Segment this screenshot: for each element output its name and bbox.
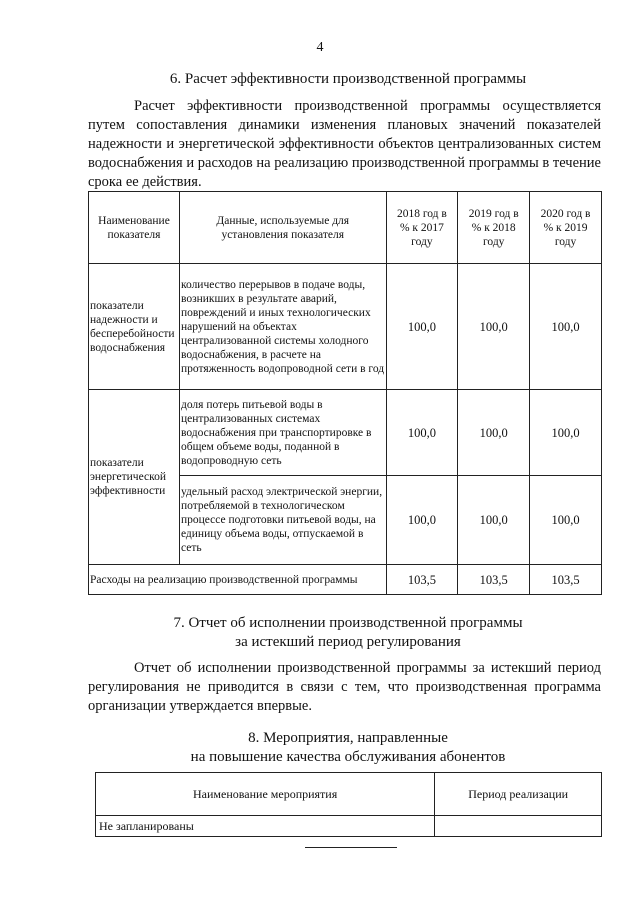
header-2020: 2020 год в % к 2019 году	[530, 192, 602, 264]
table-row	[96, 816, 602, 837]
energy1-2020: 100,0	[530, 390, 602, 476]
reliability-label: показатели надежности и бесперебойности водоснабжения	[89, 264, 180, 390]
energy2-2018: 100,0	[386, 476, 458, 565]
table-row	[89, 390, 602, 476]
reliability-2019: 100,0	[458, 264, 530, 390]
reliability-data: количество перерывов в подаче воды, возникших в результате аварий, повреждений и иных технологических нарушений на объектах централизованной системы холодного водоснабжения, в расчете на протяженность водопроводной сети в год	[179, 264, 386, 390]
reliability-2020: 100,0	[530, 264, 602, 390]
expenses-label: Расходы на реализацию производственной программы	[89, 565, 387, 595]
table-header-row	[89, 192, 602, 264]
expenses-2019: 103,5	[458, 565, 530, 595]
section8-title-line2: на повышение качества обслуживания абонентов	[190, 749, 506, 765]
expenses-2020: 103,5	[530, 565, 602, 595]
efficiency-table	[88, 191, 602, 595]
energy1-2018: 100,0	[386, 390, 458, 476]
section7-paragraph: Отчет об исполнении производственной программы за истекший период регулирования не приводится в связи с тем, что производственная программа организации утверждается впервые.	[88, 660, 601, 714]
energy1-2019: 100,0	[458, 390, 530, 476]
energy-data-1: доля потерь питьевой воды в централизованных системах водоснабжения при транспортировке в общем объеме воды, поданной в водопроводную сеть	[179, 390, 386, 476]
energy-data-2: удельный расход электрической энергии, потребляемой в технологическом процессе подготовки питьевой воды, на единицу объема воды, отпускаемой в сеть	[179, 476, 386, 565]
header-data-used: Данные, используемые для установления показателя	[179, 192, 386, 264]
section7-title-line2: за истекший период регулирования	[235, 634, 461, 650]
header-period: Период реализации	[435, 773, 602, 816]
measures-table	[95, 772, 602, 837]
measure-cell: Не запланированы	[96, 816, 435, 837]
section7-title-line1: 7. Отчет об исполнении производственной программы	[173, 615, 523, 631]
section8-title-line1: 8. Мероприятия, направленные	[248, 730, 448, 746]
section6-title: 6. Расчет эффективности производственной программы	[169, 71, 527, 87]
reliability-2018: 100,0	[386, 264, 458, 390]
table-row	[89, 565, 602, 595]
header-indicator: Наименование показателя	[89, 192, 180, 264]
energy2-2019: 100,0	[458, 476, 530, 565]
footer-divider	[305, 847, 397, 848]
header-2018: 2018 год в % к 2017 году	[386, 192, 458, 264]
header-2019: 2019 год в % к 2018 году	[458, 192, 530, 264]
energy2-2020: 100,0	[530, 476, 602, 565]
table-row	[89, 264, 602, 390]
page-number: 4	[316, 40, 324, 55]
table-header-row	[96, 773, 602, 816]
period-cell	[435, 816, 602, 837]
expenses-2018: 103,5	[386, 565, 458, 595]
section6-paragraph: Расчет эффективности производственной программы осуществляется путем сопоставления динамики изменения плановых значений показателей надежности и энергетической эффективности объектов централизованных систем водоснабжения и расходов на реализацию производственной программы в течение срока ее действия.	[88, 98, 601, 190]
energy-label: показатели энергетической эффективности	[89, 390, 180, 565]
header-measure: Наименование мероприятия	[96, 773, 435, 816]
